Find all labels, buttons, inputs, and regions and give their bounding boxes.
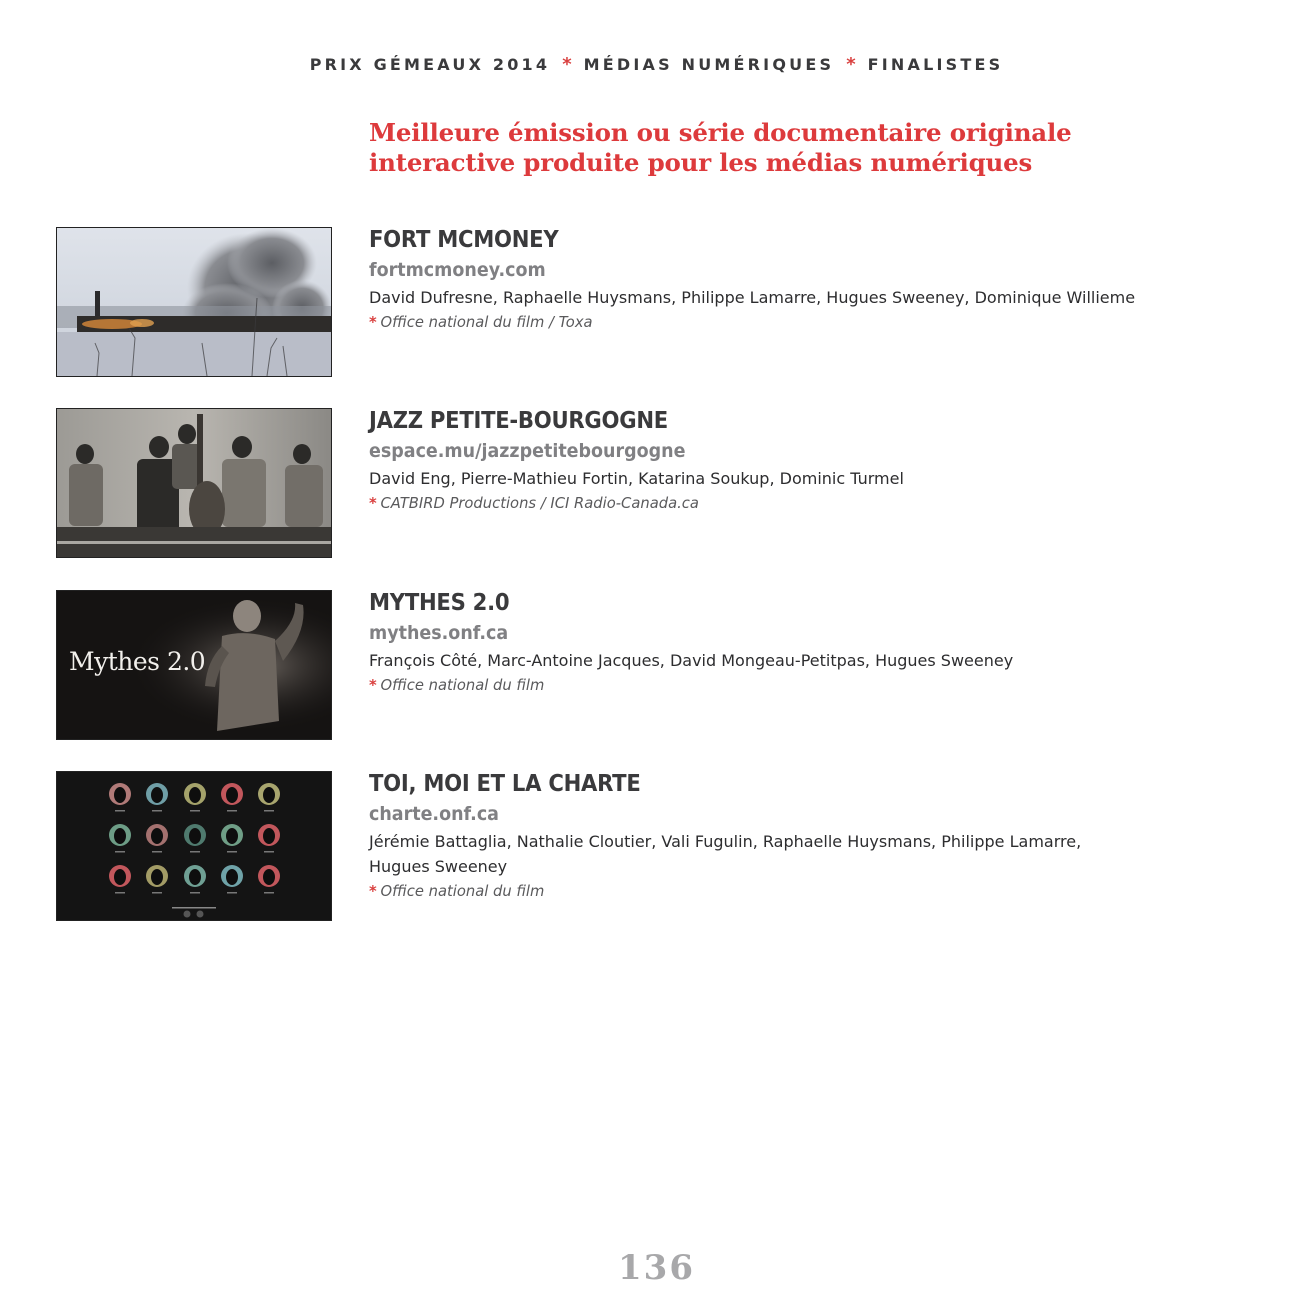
producer-text: CATBIRD Productions / ICI Radio-Canada.ca (380, 494, 699, 512)
running-header (0, 54, 1313, 75)
category-title (369, 118, 1269, 178)
entry-info (369, 408, 1249, 515)
portrait-label (190, 851, 200, 853)
entry-url[interactable]: espace.mu/jazzpetitebourgogne (369, 440, 686, 462)
entry-title: JAZZ PETITE-BOURGOGNE (369, 408, 668, 434)
red-star-icon: * (369, 882, 377, 900)
entry-title: FORT MCMONEY (369, 227, 559, 253)
portrait-silhouette (189, 828, 201, 844)
entry-credits: David Eng, Pierre-Mathieu Fortin, Katarina Soukup, Dominic Turmel (369, 469, 904, 488)
facebook-icon (184, 911, 191, 918)
portrait-silhouette (226, 787, 238, 803)
jazz-band-image (57, 409, 331, 557)
entry-info (369, 590, 1249, 697)
entry-info (369, 227, 1249, 334)
portrait-silhouette (189, 869, 201, 885)
portrait-silhouette (151, 787, 163, 803)
thumbnail-charte (56, 771, 332, 921)
header-medias-numeriques: MÉDIAS NUMÉRIQUES (583, 55, 835, 74)
portrait-silhouette (114, 787, 126, 803)
portrait-silhouette (151, 869, 163, 885)
portrait-label (227, 851, 237, 853)
portrait-silhouette (226, 869, 238, 885)
entry-url[interactable]: fortmcmoney.com (369, 259, 546, 281)
portrait-label (264, 810, 274, 812)
entry-credits-line2: Hugues Sweeney (369, 857, 508, 876)
portrait-label (190, 810, 200, 812)
entry-credits (369, 829, 1229, 879)
entry-credits-line1: Jérémie Battaglia, Nathalie Cloutier, Vali Fugulin, Raphaelle Huysmans, Philippe Lamarre, (369, 832, 1082, 851)
entry-title: MYTHES 2.0 (369, 590, 510, 616)
page-number: 136 (618, 1248, 695, 1288)
portrait-silhouette (226, 828, 238, 844)
portrait-grid-image (57, 772, 331, 920)
portrait-silhouette (189, 787, 201, 803)
portrait-silhouette (263, 869, 275, 885)
entry-url[interactable]: charte.onf.ca (369, 803, 499, 825)
category-title-line1: Meilleure émission ou série documentaire originale (369, 118, 1072, 147)
entry-title: TOI, MOI ET LA CHARTE (369, 771, 641, 797)
share-caption (172, 907, 216, 909)
entry-producer (369, 879, 1205, 903)
portrait-label (264, 851, 274, 853)
entry-url[interactable]: mythes.onf.ca (369, 622, 509, 644)
portrait-label (264, 892, 274, 894)
portrait-silhouette (151, 828, 163, 844)
entry-credits: François Côté, Marc-Antoine Jacques, David Mongeau-Petitpas, Hugues Sweeney (369, 651, 1014, 670)
portrait-label (227, 892, 237, 894)
portrait-silhouette (114, 869, 126, 885)
twitter-icon (197, 911, 204, 918)
entry-info (369, 771, 1249, 903)
header-separator-star: * (562, 54, 572, 75)
thumbnail-fort-mcmoney (56, 227, 332, 377)
red-star-icon: * (369, 676, 377, 694)
portrait-label (152, 851, 162, 853)
thumbnail-jazz-petite-bourgogne (56, 408, 332, 558)
portrait-silhouette (263, 828, 275, 844)
portrait-label (115, 892, 125, 894)
portrait-label (227, 810, 237, 812)
header-finalistes: FINALISTES (867, 55, 1004, 74)
producer-text: Office national du film (380, 676, 545, 694)
portrait-label (115, 810, 125, 812)
portrait-label (152, 892, 162, 894)
portrait-label (190, 892, 200, 894)
entry-producer (369, 491, 1205, 515)
producer-text: Office national du film (380, 882, 545, 900)
category-title-line2: interactive produite pour les médias numériques (369, 148, 1033, 177)
entry-producer (369, 310, 1205, 334)
portrait-label (115, 851, 125, 853)
red-star-icon: * (369, 494, 377, 512)
header-separator-star: * (846, 54, 856, 75)
mythes-logo-text: Mythes 2.0 (69, 647, 206, 676)
portrait-silhouette (114, 828, 126, 844)
portrait-silhouette (263, 787, 275, 803)
industrial-smoke-image (57, 228, 331, 376)
portrait-label (152, 810, 162, 812)
entry-credits: David Dufresne, Raphaelle Huysmans, Philippe Lamarre, Hugues Sweeney, Dominique Willieme (369, 288, 1136, 307)
header-prix-gemeaux: PRIX GÉMEAUX 2014 (309, 55, 551, 74)
entry-producer (369, 673, 1205, 697)
producer-text: Office national du film / Toxa (380, 313, 593, 331)
thumbnail-mythes (56, 590, 332, 740)
red-star-icon: * (369, 313, 377, 331)
